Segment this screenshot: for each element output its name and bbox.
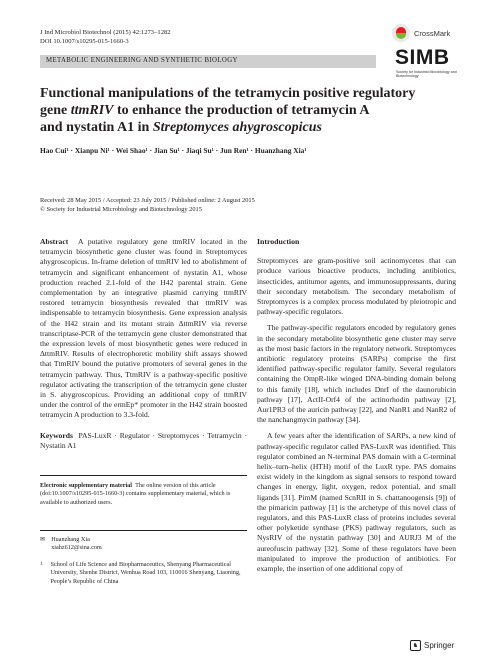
author-list: Hao Cui¹ · Xianpu Ni¹ · Wei Shao¹ · Jian Su¹ · Jiaqi Su¹ · Jun Ren¹ · Huanzhang Xia¹ <box>40 146 307 155</box>
corr-email[interactable]: xiahz612@sina.com <box>51 544 102 552</box>
left-column <box>40 237 247 451</box>
corr-name: Huanzhang Xia <box>51 536 90 543</box>
article-title <box>40 85 460 136</box>
crossmark-badge[interactable] <box>392 24 450 42</box>
journal-citation <box>40 28 171 46</box>
journal-line: J Ind Microbiol Biotechnol (2015) 42:1273–1282 <box>40 29 171 36</box>
affiliation <box>40 561 247 586</box>
footnote-divider <box>40 475 247 476</box>
supplementary-label: Electronic supplementary material <box>40 482 132 489</box>
springer-horse-icon: ♞ <box>410 640 421 651</box>
publication-dates <box>40 197 460 214</box>
affiliation-text: School of Life Science and Biopharmaceutics, Shenyang Pharmaceutical University, Shenhe District, Wenhua Road 103, 110016 Shenyang, Liaoning, People’s Republic of China <box>50 560 241 585</box>
right-column <box>257 237 456 574</box>
copyright-line: © Society for Industrial Microbiology and Biotechnology 2015 <box>40 205 202 213</box>
keywords <box>40 431 247 451</box>
title-line-1: Functional manipulations of the tetramycin positive regulatory <box>40 86 416 101</box>
envelope-icon: ✉ <box>40 536 46 543</box>
title-line-3: and nystatin A1 in Streptomyces ahygroscopicus <box>40 120 322 135</box>
abstract <box>40 237 247 421</box>
received-line: Received: 28 May 2015 / Accepted: 23 July 2015 / Published online: 2 August 2015 <box>40 197 255 204</box>
intro-paragraph-1: Streptomyces are gram-positive soil actinomycetes that can produce various bioactive products, including antibiotics, insecticides, antitumor agents, and immunosuppressants, during their secondary metabolism. The secondary metabolism of Streptomyces is a complex process modulated by pleiotropic and pathway-specific regulators. <box>257 256 456 317</box>
supplementary-text[interactable]: The online version of this article (doi:10.1007/s10295-015-1660-3) contains supplementary material, which is available to authorized users. <box>40 482 231 506</box>
intro-paragraph-3: A few years after the identification of SARPs, a new kind of pathway-specific regulator called PAS-LuxR was identified. This regulator combined an N-terminal PAS domain with a C-terminal helix–turn–helix (HTH) motif of the LuxR type. PAS domains exist widely in the kingdom as signal sensors to respond toward changes in energy, light, oxygen, redox potential, and small ligands [31]. PimM (named ScnRII in S. chattanoogensis [9]) of the pimaricin pathway [1] is the archetype of this novel class of regulators, and this PAS-LuxR class of proteins includes several other polyketide synthase (PKS) pathway regulators, such as NysRIV of the nystatin pathway [30] and AURJ3 M of the aureofuscin pathway [32]. Some of these regulators have been manipulated to improve the production of antibiotics. For example, the insertion of one additional copy of <box>257 431 456 574</box>
simb-logo-subtitle: Society for Industrial Microbiology and Biotechnology <box>396 70 457 79</box>
keywords-text: PAS-LuxR · Regulator · Streptomyces · Tetramycin · Nystatin A1 <box>40 430 247 450</box>
simb-logo: SIMB <box>395 46 450 69</box>
correspondence-block <box>40 536 247 586</box>
affiliation-number: 1 <box>40 561 43 567</box>
crossmark-label: CrossMark <box>414 28 451 38</box>
springer-logo <box>410 640 454 651</box>
abstract-label: Abstract <box>40 237 69 246</box>
correspondence-divider <box>40 530 247 531</box>
corr-author <box>40 536 247 553</box>
supplementary-note <box>40 482 247 507</box>
crossmark-icon <box>392 24 410 42</box>
section-banner-label: METABOLIC ENGINEERING AND SYNTHETIC BIOLOGY <box>46 57 238 64</box>
intro-paragraph-2: The pathway-specific regulators encoded by regulatory genes in the secondary metabolite biosynthetic gene cluster may serve as the most basic factors in the regulatory network. Streptomyces antibiotic regulatory proteins (SARPs) comprise the first identified pathway-specific regulator family. Several regulators containing the OmpR-like winged DNA-binding domain belong to this family [18], which includes DnrI of the daunorubicin pathway [17], ActII-Orf4 of the actinorhodin pathway [2], Aur1PR3 of the auricin pathway [22], and NanR1 and NanR2 of the nanchangmycin pathway [34]. <box>257 323 456 425</box>
abstract-text: A putative regulatory gene ttmRIV located in the tetramycin biosynthetic gene cluster was found in Streptomyces ahygroscopicus. In-frame deletion of ttmRIV led to abolishment of tetramycin and significant enhancement of nystatin A1, whose production reached 2.1-fold of the H42 parental strain. Gene complementation by an integrative plasmid carrying ttmRIV restored tetramycin biosynthesis revealed that ttmRIV was indispensable to tetramycin biosynthesis. Gene expression analysis of the H42 strain and its mutant strain ΔttmRIV via reverse transcriptase-PCR of the tetramycin gene cluster demonstrated that the expression levels of most biosynthetic genes were reduced in ΔttmRIV. Results of electrophoretic mobility shift assays showed that TtmRIV bound the putative promoters of several genes in the tetramycin pathway. Thus, TtmRIV is a pathway-specific positive regulator activating the transcription of the tetramycin gene cluster in S. ahygroscopicus. Providing an additional copy of ttmRIV under the control of the ermEp* promoter in the H42 strain boosted tetramycin A production to 3.3-fold. <box>40 237 248 420</box>
introduction-heading: Introduction <box>257 237 300 246</box>
title-line-2: gene ttmRIV to enhance the production of tetramycin A <box>40 103 370 118</box>
springer-label: Springer <box>424 641 455 650</box>
doi-line: DOI 10.1007/s10295-015-1660-3 <box>40 38 129 45</box>
keywords-label: Keywords <box>40 430 73 440</box>
